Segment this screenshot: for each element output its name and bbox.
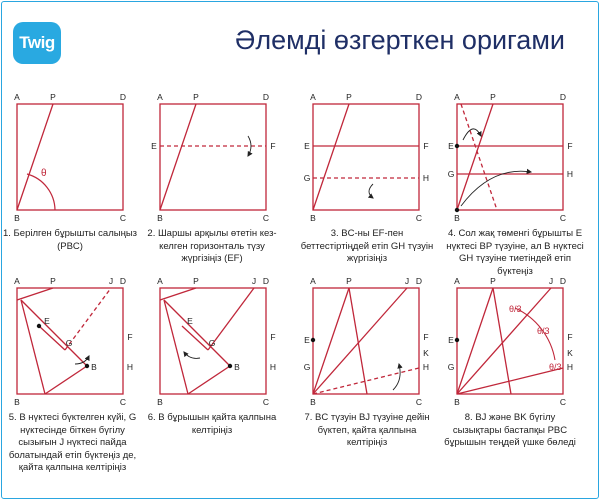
point-label-e: E [304, 141, 310, 151]
point-label-f: F [270, 141, 276, 151]
crease-p [349, 288, 367, 394]
panel-step-7 [304, 276, 429, 407]
square-abcd [17, 104, 123, 210]
point-label-b: B [157, 213, 163, 223]
point-label-f: F [270, 332, 276, 342]
caption-step-7: 7. BC түзуін BJ түзуіне дейін бүктеп, қайта қалпына келтіріңіз [304, 412, 430, 448]
angle-label-theta: θ [41, 168, 47, 179]
point-label-f: F [567, 332, 573, 342]
point-label-a: A [310, 276, 316, 286]
point-label-j: J [548, 276, 554, 286]
point-label-p: P [346, 276, 352, 286]
point-label-c: C [119, 213, 127, 223]
point-label-a: A [310, 92, 316, 102]
angle-label-third-1: θ/3 [509, 304, 522, 314]
caption-step-2: 2. Шаршы арқылы өтетін кез-келген горизонталь түзу жүргізіңіз (EF) [147, 228, 277, 264]
point-label-c: C [415, 397, 423, 407]
point-label-d: D [119, 92, 127, 102]
point-e [37, 324, 41, 328]
point-label-e: E [151, 141, 157, 151]
point-label-k: K [567, 348, 573, 358]
point-e [311, 338, 315, 342]
folded-edge-top [160, 288, 196, 300]
point-label-b: B [454, 397, 460, 407]
point-label-j: J [251, 276, 257, 286]
panel-step-6 [157, 276, 276, 407]
angle-label-third-2: θ/3 [537, 326, 550, 336]
folded-edge-bottom [45, 366, 87, 394]
point-label-p: P [490, 276, 496, 286]
point-label-h: H [422, 173, 430, 183]
point-label-a: A [157, 92, 163, 102]
folded-edge-left [164, 300, 188, 394]
angle-label-third-3: θ/3 [549, 362, 562, 372]
point-label-p: P [490, 92, 496, 102]
point-label-d: D [262, 276, 270, 286]
panel-step-5 [14, 276, 133, 407]
point-label-b: B [14, 397, 20, 407]
point-label-e: E [448, 335, 454, 345]
square-abcd [313, 288, 419, 394]
line-bp [457, 104, 493, 210]
point-label-h: H [566, 169, 574, 179]
point-label-g: G [208, 338, 216, 348]
point-label-h: H [566, 362, 574, 372]
point-label-h: H [269, 362, 277, 372]
point-label-f: F [127, 332, 133, 342]
line-eg [39, 326, 65, 350]
point-label-b: B [310, 397, 316, 407]
twig-logo: Twig [13, 22, 61, 64]
square-abcd [313, 104, 419, 210]
point-e [455, 144, 459, 148]
point-label-a: A [14, 276, 20, 286]
caption-step-4: 4. Сол жақ төменгі бұрышты E нүктесі BP түзуіне, ал B нүктесі GH түзуіне тиетіндей етіп бүктеңіз [446, 228, 584, 277]
point-label-f: F [567, 141, 573, 151]
point-label-a: A [454, 276, 460, 286]
line-eg [182, 326, 208, 350]
fold-arrow [248, 136, 251, 156]
point-label-j: J [108, 276, 114, 286]
point-label-c: C [559, 213, 567, 223]
point-label-g: G [447, 169, 455, 179]
point-b [85, 364, 89, 368]
point-label-b: B [234, 362, 240, 372]
point-label-p: P [193, 92, 199, 102]
panel-step-1 [14, 92, 126, 223]
caption-step-6: 6. B бұрышын қайта қалпына келтіріңіз [147, 412, 277, 436]
panel-step-4 [448, 92, 573, 223]
point-label-b: B [157, 397, 163, 407]
line-bp [313, 104, 349, 210]
point-label-p: P [346, 92, 352, 102]
line-bp [160, 104, 196, 210]
caption-step-1: 1. Берілген бұрышты салыңыз (PBC) [2, 228, 138, 252]
folded-edge-e-b [21, 300, 87, 366]
point-label-g: G [303, 362, 311, 372]
point-label-g: G [65, 338, 73, 348]
point-label-c: C [119, 397, 127, 407]
point-label-d: D [559, 276, 567, 286]
point-label-h: H [422, 362, 430, 372]
caption-step-8: 8. BJ және BK бүгілу сызықтары бастапқы PBC бұрышын теңдей үшке бөледі [444, 412, 576, 448]
point-label-b: B [454, 213, 460, 223]
point-b [455, 208, 459, 212]
point-label-c: C [415, 213, 423, 223]
square-abcd [160, 104, 266, 210]
line-bp [17, 104, 53, 210]
point-label-e: E [448, 141, 454, 151]
point-label-f: F [423, 332, 429, 342]
panel-step-8 [448, 276, 573, 407]
point-label-h: H [126, 362, 134, 372]
point-label-c: C [262, 213, 270, 223]
point-label-j: J [404, 276, 410, 286]
point-label-c: C [262, 397, 270, 407]
panel-step-3 [304, 92, 429, 223]
fold-arrow [184, 352, 200, 358]
folded-edge-top [17, 288, 53, 300]
point-label-b: B [14, 213, 20, 223]
point-label-g: G [303, 173, 311, 183]
folded-edge-bottom [188, 366, 230, 394]
point-b [228, 364, 232, 368]
point-label-a: A [157, 276, 163, 286]
point-label-e: E [304, 335, 310, 345]
fold-arrow [75, 356, 89, 364]
line-bp [457, 288, 493, 394]
point-label-d: D [559, 92, 567, 102]
page-title: Әлемді өзгерткен оригами [235, 25, 565, 55]
point-label-d: D [262, 92, 270, 102]
point-label-b: B [91, 362, 97, 372]
point-label-a: A [454, 92, 460, 102]
fold-arrow [369, 184, 373, 198]
fold-line-bj [457, 288, 551, 394]
point-label-e: E [44, 316, 50, 326]
point-label-f: F [423, 141, 429, 151]
point-label-d: D [119, 276, 127, 286]
caption-step-5: 5. B нүктесі бүктелген күйі, G нүктесінде біткен бүгілу сызығын J нүктесі пайда болатындай етіп бүктеңіз де, қайта қалпына келтіріңіз [8, 412, 137, 473]
point-label-b: B [310, 213, 316, 223]
angle-arc [27, 174, 55, 210]
fold-arrow-b [461, 171, 531, 206]
point-label-d: D [415, 276, 423, 286]
fold-line-diagonal [461, 104, 497, 210]
panel-step-2 [151, 92, 275, 223]
point-label-p: P [193, 276, 199, 286]
fold-arrow [393, 364, 400, 390]
point-label-g: G [447, 362, 455, 372]
point-label-d: D [415, 92, 423, 102]
point-label-a: A [14, 92, 20, 102]
point-label-p: P [50, 92, 56, 102]
point-label-e: E [187, 316, 193, 326]
square-abcd [457, 104, 563, 210]
point-label-p: P [50, 276, 56, 286]
fold-line-bj [313, 288, 407, 394]
point-label-k: K [423, 348, 429, 358]
caption-step-3: 3. BC-ны EF-пен беттестіртіңдей етіп GH түзуін жүргізіңіз [300, 228, 434, 264]
line-bp [313, 288, 349, 394]
point-e [455, 338, 459, 342]
folded-edge-left [21, 300, 45, 394]
point-label-c: C [559, 397, 567, 407]
